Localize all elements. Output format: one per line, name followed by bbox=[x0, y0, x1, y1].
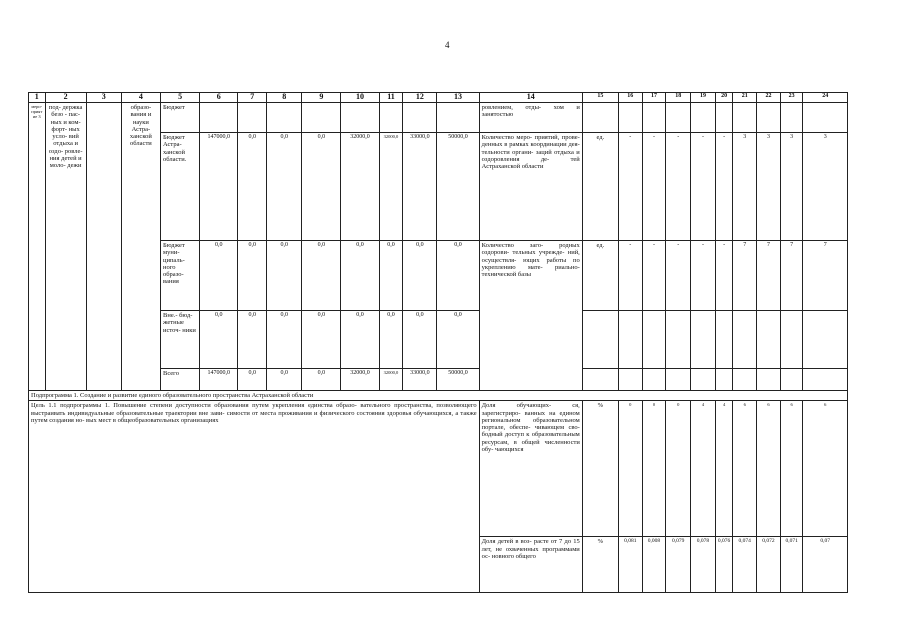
col-header: 3 bbox=[86, 93, 121, 103]
empty-cell bbox=[618, 311, 642, 369]
empty-cell bbox=[757, 369, 781, 391]
empty-cell bbox=[582, 311, 618, 369]
empty-cell bbox=[715, 311, 733, 369]
target-cell: 6 bbox=[733, 401, 757, 537]
value-cell: 0,0 bbox=[200, 241, 238, 311]
funding-source: Вне.- бюд- жетные источ- ники bbox=[161, 311, 200, 369]
col-header: 16 bbox=[618, 93, 642, 103]
subprogram-row bbox=[29, 391, 848, 401]
empty-cell bbox=[803, 311, 848, 369]
value-cell: 32000,0 bbox=[341, 133, 379, 241]
target-cell bbox=[715, 103, 733, 133]
target-cell bbox=[666, 103, 691, 133]
empty-cell bbox=[780, 311, 803, 369]
value-cell bbox=[302, 103, 341, 133]
subprogram-title: Подпрограмма 1. Создание и развитие единого образовательного пространства Астраханской области bbox=[29, 391, 848, 401]
target-cell: 3 bbox=[733, 133, 757, 241]
indicator-unit: ед. bbox=[582, 241, 618, 311]
col-header: 7 bbox=[238, 93, 267, 103]
value-cell: 0,0 bbox=[341, 241, 379, 311]
indicator-text: Количество меро- приятий, прове- денных в рамках координации дея- тельности органи- заций отдыха и оздоровления де- тей Астраханской области bbox=[479, 133, 582, 241]
target-cell: - bbox=[715, 133, 733, 241]
value-cell: 50000,0 bbox=[437, 133, 479, 241]
target-cell: 7 bbox=[780, 241, 803, 311]
target-cell bbox=[642, 103, 666, 133]
header-row bbox=[29, 93, 848, 103]
value-cell: 147000,0 bbox=[200, 133, 238, 241]
target-cell bbox=[618, 103, 642, 133]
indicator-unit: % bbox=[582, 537, 618, 593]
target-cell: 6 bbox=[803, 401, 848, 537]
value-cell: 0,0 bbox=[238, 241, 267, 311]
target-cell: 0,072 bbox=[757, 537, 781, 593]
value-cell: 0,0 bbox=[238, 133, 267, 241]
target-cell: - bbox=[666, 133, 691, 241]
col-header: 12 bbox=[403, 93, 437, 103]
target-cell: 3 bbox=[780, 133, 803, 241]
program-table bbox=[28, 92, 848, 593]
col-header: 15 bbox=[582, 93, 618, 103]
indicator-unit: % bbox=[582, 401, 618, 537]
funding-source: Бюджет bbox=[161, 103, 200, 133]
target-cell: 4 bbox=[715, 401, 733, 537]
target-cell: 7 bbox=[757, 241, 781, 311]
empty-cell bbox=[642, 369, 666, 391]
value-cell bbox=[403, 103, 437, 133]
col-header: 14 bbox=[479, 93, 582, 103]
value-cell: 32000,0 bbox=[379, 369, 403, 391]
value-cell: 0,0 bbox=[200, 311, 238, 369]
col-header: 24 bbox=[803, 93, 848, 103]
col-header: 11 bbox=[379, 93, 403, 103]
value-cell bbox=[200, 103, 238, 133]
col-header: 9 bbox=[302, 93, 341, 103]
value-cell: 0,0 bbox=[302, 133, 341, 241]
empty-cell bbox=[86, 103, 121, 391]
target-cell: 0,079 bbox=[666, 537, 691, 593]
target-cell: - bbox=[715, 241, 733, 311]
col-header: 20 bbox=[715, 93, 733, 103]
target-cell: 0,081 bbox=[618, 537, 642, 593]
page-number: 4 bbox=[445, 40, 450, 50]
target-cell: - bbox=[618, 241, 642, 311]
col-header: 23 bbox=[780, 93, 803, 103]
value-cell: 32000,0 bbox=[379, 133, 403, 241]
value-cell: 0,0 bbox=[238, 369, 267, 391]
value-cell: 32000,0 bbox=[341, 369, 379, 391]
target-cell: 4 bbox=[691, 401, 716, 537]
empty-cell bbox=[691, 311, 716, 369]
empty-cell bbox=[733, 311, 757, 369]
value-cell: 0,0 bbox=[267, 241, 302, 311]
indicator-unit: ед. bbox=[582, 133, 618, 241]
target-cell: - bbox=[618, 133, 642, 241]
target-cell: 0,074 bbox=[733, 537, 757, 593]
col-header: 18 bbox=[666, 93, 691, 103]
target-cell: 0,008 bbox=[642, 537, 666, 593]
target-cell: 0,076 bbox=[715, 537, 733, 593]
target-cell bbox=[691, 103, 716, 133]
value-cell: 50000,0 bbox=[437, 369, 479, 391]
value-cell: 0,0 bbox=[403, 241, 437, 311]
col-header: 8 bbox=[267, 93, 302, 103]
target-cell: 6 bbox=[780, 401, 803, 537]
value-cell bbox=[437, 103, 479, 133]
indicator-text: Количество заго- родных оздорови- тельных учрежде- ний, осуществля- ющих работы по укреплению мате- риально- технической базы bbox=[479, 241, 582, 391]
value-cell: 147000,0 bbox=[200, 369, 238, 391]
col-header: 5 bbox=[161, 93, 200, 103]
col-header: 1 bbox=[29, 93, 46, 103]
value-cell bbox=[379, 103, 403, 133]
empty-cell bbox=[757, 311, 781, 369]
value-cell: 0,0 bbox=[238, 311, 267, 369]
target-cell: 7 bbox=[803, 241, 848, 311]
indicator-text: ровлением, отды- хом и занятостью bbox=[479, 103, 582, 133]
empty-cell bbox=[618, 369, 642, 391]
target-cell bbox=[780, 103, 803, 133]
value-cell: 0,0 bbox=[302, 369, 341, 391]
value-cell: 0,0 bbox=[267, 311, 302, 369]
col-header: 4 bbox=[121, 93, 160, 103]
target-cell: - bbox=[691, 133, 716, 241]
col-header: 10 bbox=[341, 93, 379, 103]
col-header: 21 bbox=[733, 93, 757, 103]
value-cell: 0,0 bbox=[302, 311, 341, 369]
table-row bbox=[29, 103, 848, 133]
executor: образо- вания и науки Астра- ханской области bbox=[121, 103, 160, 391]
target-cell: - bbox=[642, 133, 666, 241]
value-cell: 0,0 bbox=[379, 311, 403, 369]
value-cell: 0,0 bbox=[437, 311, 479, 369]
target-cell: 3 bbox=[757, 133, 781, 241]
measure-number: меро- приятие 3 bbox=[29, 103, 46, 391]
empty-cell bbox=[666, 369, 691, 391]
value-cell: 33000,0 bbox=[403, 133, 437, 241]
empty-cell bbox=[715, 369, 733, 391]
funding-source: Всего bbox=[161, 369, 200, 391]
empty-cell bbox=[666, 311, 691, 369]
goal-text: Цель 1.1 подпрограммы 1. Повышение степени доступности образования путем укрепления единства образо- вательного пространства, позволяющего выстраивать индивидуальные образовательные траектории вне зави- симости от места проживания и физического состояния здоровья обучающихся, а также путем создания но- вых мест в общеобразовательных организациях bbox=[29, 401, 480, 593]
value-cell: 0,0 bbox=[437, 241, 479, 311]
empty-cell bbox=[582, 369, 618, 391]
target-cell: 7 bbox=[733, 241, 757, 311]
empty-cell bbox=[691, 369, 716, 391]
funding-source: Бюджет Астра- ханской области. bbox=[161, 133, 200, 241]
value-cell: 0,0 bbox=[267, 133, 302, 241]
target-cell bbox=[757, 103, 781, 133]
target-cell: - bbox=[691, 241, 716, 311]
goal-row bbox=[29, 401, 848, 537]
measure-name: под- держка безо - пас- ных и ком- форт- ных усло- вий отдыха и оздо- ровле- ния детей и моло- дежи bbox=[45, 103, 86, 391]
target-cell: 0,078 bbox=[691, 537, 716, 593]
col-header: 2 bbox=[45, 93, 86, 103]
col-header: 17 bbox=[642, 93, 666, 103]
target-cell: 6 bbox=[757, 401, 781, 537]
value-cell: 0,0 bbox=[267, 369, 302, 391]
funding-source: Бюджет муни- ципаль- ного образо- вания bbox=[161, 241, 200, 311]
target-cell: 0 bbox=[666, 401, 691, 537]
indicator-text: Доля детей в воз- расте от 7 до 15 лет, не охваченных программами ос- новного общего bbox=[479, 537, 582, 593]
indicator-text: Доля обучающих- ся, зарегистриро- ванных на едином региональном образовательном портале, обеспе- чивающем сво- бодный доступ к образовательным ресурсам, в общей численности обу- чающихся bbox=[479, 401, 582, 537]
col-header: 13 bbox=[437, 93, 479, 103]
empty-cell bbox=[733, 369, 757, 391]
indicator-unit bbox=[582, 103, 618, 133]
empty-cell bbox=[803, 369, 848, 391]
target-cell: 0 bbox=[642, 401, 666, 537]
value-cell bbox=[238, 103, 267, 133]
target-cell: 0 bbox=[618, 401, 642, 537]
target-cell bbox=[733, 103, 757, 133]
value-cell: 0,0 bbox=[379, 241, 403, 311]
value-cell: 0,0 bbox=[302, 241, 341, 311]
col-header: 19 bbox=[691, 93, 716, 103]
target-cell: 3 bbox=[803, 133, 848, 241]
col-header: 22 bbox=[757, 93, 781, 103]
value-cell: 0,0 bbox=[403, 311, 437, 369]
target-cell bbox=[803, 103, 848, 133]
empty-cell bbox=[642, 311, 666, 369]
value-cell: 33000,0 bbox=[403, 369, 437, 391]
value-cell: 0,0 bbox=[341, 311, 379, 369]
value-cell bbox=[267, 103, 302, 133]
target-cell: - bbox=[642, 241, 666, 311]
empty-cell bbox=[780, 369, 803, 391]
target-cell: - bbox=[666, 241, 691, 311]
col-header: 6 bbox=[200, 93, 238, 103]
target-cell: 0,071 bbox=[780, 537, 803, 593]
target-cell: 0,07 bbox=[803, 537, 848, 593]
value-cell bbox=[341, 103, 379, 133]
